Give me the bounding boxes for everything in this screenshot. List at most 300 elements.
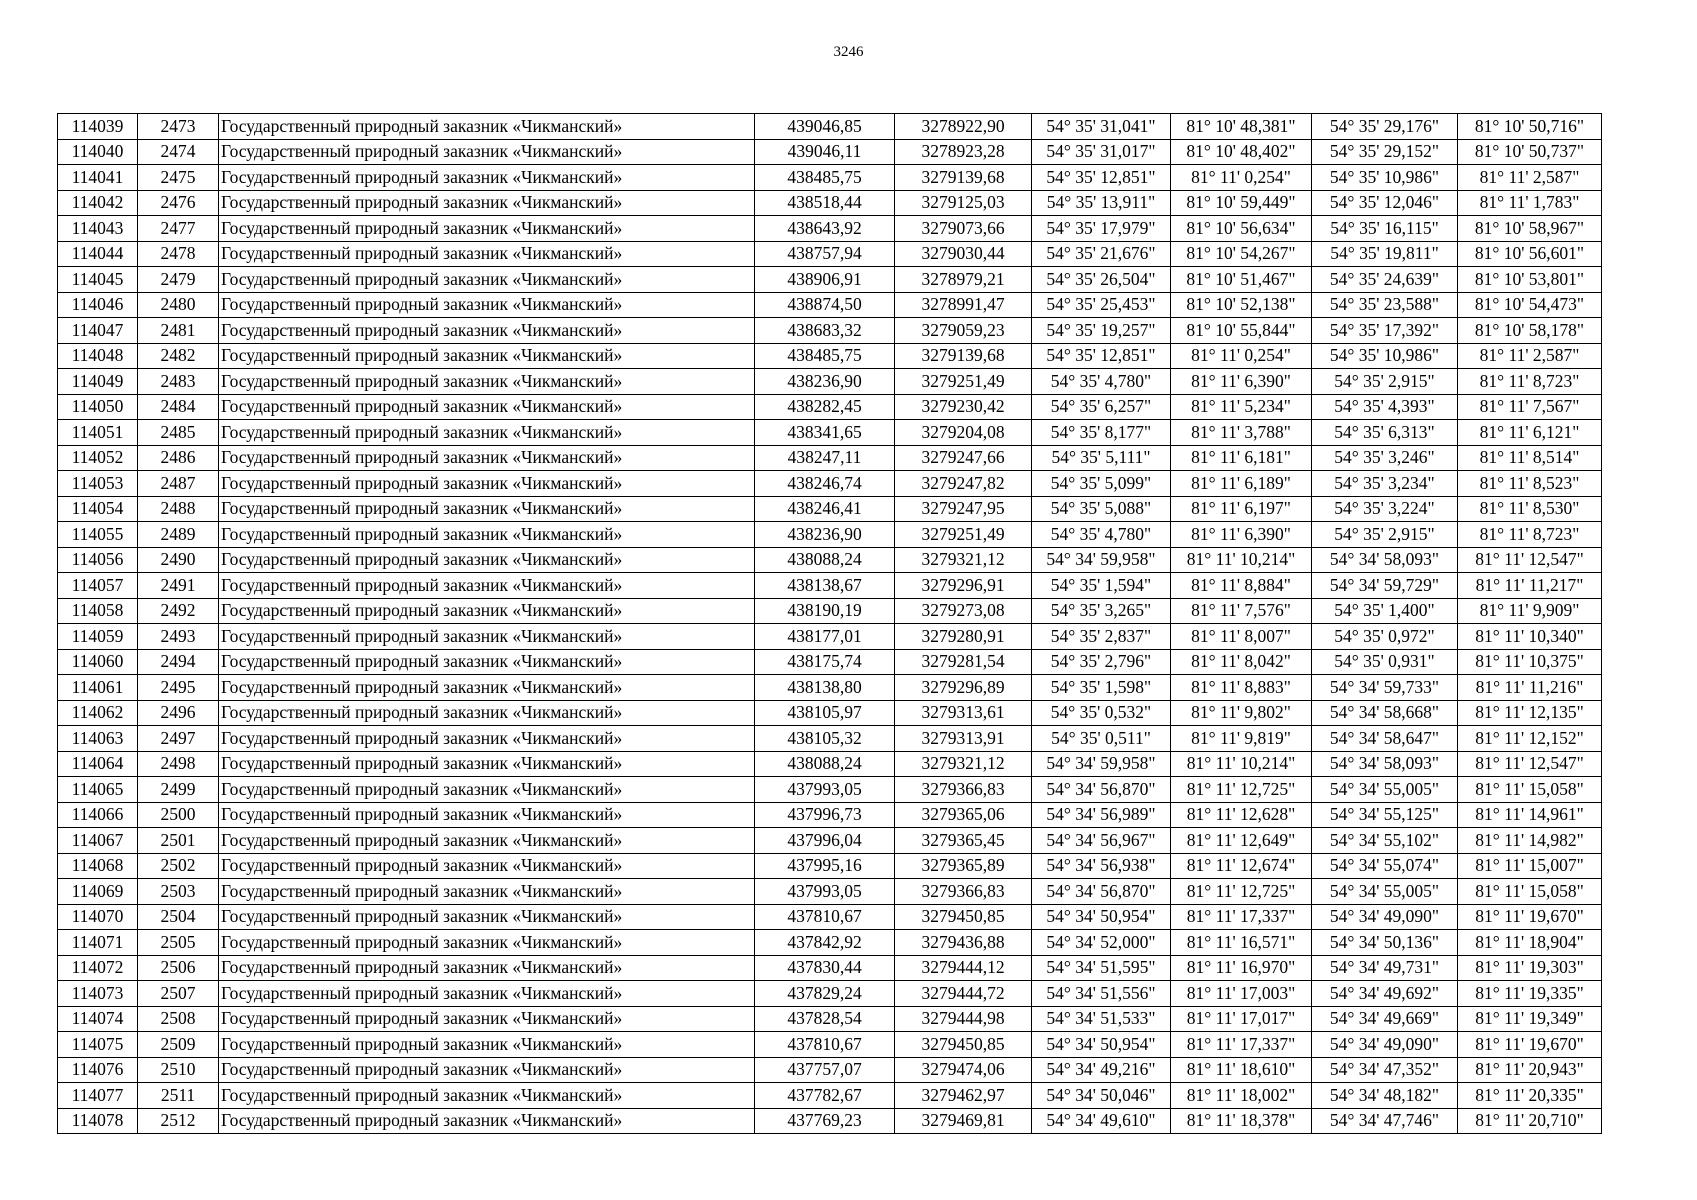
longitude-2-cell: 81° 11' 2,587"	[1458, 343, 1602, 369]
object-name-cell: Государственный природный заказник «Чикманский»	[219, 522, 755, 548]
latitude-2-cell: 54° 35' 29,176"	[1312, 114, 1458, 140]
table-row	[58, 751, 1602, 777]
y-coordinate-cell: 3279365,89	[895, 853, 1032, 879]
point-number-cell: 2486	[138, 445, 219, 471]
longitude-1-cell: 81° 10' 55,844"	[1171, 318, 1312, 344]
y-coordinate-cell: 3279321,12	[895, 751, 1032, 777]
longitude-1-cell: 81° 11' 18,378"	[1171, 1108, 1312, 1134]
row-id-cell: 114049	[58, 369, 138, 395]
y-coordinate-cell: 3279204,08	[895, 420, 1032, 446]
longitude-2-cell: 81° 11' 2,587"	[1458, 165, 1602, 191]
point-number-cell: 2489	[138, 522, 219, 548]
row-id-cell: 114057	[58, 573, 138, 599]
object-name-cell: Государственный природный заказник «Чикманский»	[219, 649, 755, 675]
latitude-2-cell: 54° 35' 29,152"	[1312, 139, 1458, 165]
x-coordinate-cell: 438190,19	[755, 598, 895, 624]
x-coordinate-cell: 438757,94	[755, 241, 895, 267]
x-coordinate-cell: 438282,45	[755, 394, 895, 420]
longitude-1-cell: 81° 10' 54,267"	[1171, 241, 1312, 267]
row-id-cell: 114071	[58, 930, 138, 956]
x-coordinate-cell: 438105,97	[755, 700, 895, 726]
longitude-2-cell: 81° 11' 14,982"	[1458, 828, 1602, 854]
table-row	[58, 292, 1602, 318]
latitude-1-cell: 54° 34' 56,870"	[1032, 777, 1171, 803]
point-number-cell: 2476	[138, 190, 219, 216]
object-name-cell: Государственный природный заказник «Чикманский»	[219, 114, 755, 140]
table-row	[58, 573, 1602, 599]
longitude-1-cell: 81° 11' 10,214"	[1171, 751, 1312, 777]
longitude-2-cell: 81° 11' 20,943"	[1458, 1057, 1602, 1083]
latitude-2-cell: 54° 34' 55,125"	[1312, 802, 1458, 828]
row-id-cell: 114059	[58, 624, 138, 650]
y-coordinate-cell: 3279273,08	[895, 598, 1032, 624]
point-number-cell: 2482	[138, 343, 219, 369]
y-coordinate-cell: 3279365,45	[895, 828, 1032, 854]
latitude-2-cell: 54° 35' 0,931"	[1312, 649, 1458, 675]
table-row	[58, 343, 1602, 369]
object-name-cell: Государственный природный заказник «Чикманский»	[219, 573, 755, 599]
longitude-1-cell: 81° 11' 8,007"	[1171, 624, 1312, 650]
longitude-2-cell: 81° 11' 19,670"	[1458, 1032, 1602, 1058]
row-id-cell: 114055	[58, 522, 138, 548]
object-name-cell: Государственный природный заказник «Чикманский»	[219, 828, 755, 854]
latitude-1-cell: 54° 35' 5,111"	[1032, 445, 1171, 471]
table-row	[58, 471, 1602, 497]
longitude-2-cell: 81° 11' 12,547"	[1458, 751, 1602, 777]
longitude-1-cell: 81° 11' 12,649"	[1171, 828, 1312, 854]
longitude-1-cell: 81° 11' 3,788"	[1171, 420, 1312, 446]
row-id-cell: 114076	[58, 1057, 138, 1083]
object-name-cell: Государственный природный заказник «Чикманский»	[219, 777, 755, 803]
longitude-1-cell: 81° 11' 17,017"	[1171, 1006, 1312, 1032]
object-name-cell: Государственный природный заказник «Чикманский»	[219, 190, 755, 216]
point-number-cell: 2502	[138, 853, 219, 879]
latitude-1-cell: 54° 34' 50,046"	[1032, 1083, 1171, 1109]
table-row	[58, 267, 1602, 293]
x-coordinate-cell: 438175,74	[755, 649, 895, 675]
table-row	[58, 1032, 1602, 1058]
y-coordinate-cell: 3279139,68	[895, 343, 1032, 369]
latitude-2-cell: 54° 34' 49,692"	[1312, 981, 1458, 1007]
latitude-2-cell: 54° 35' 6,313"	[1312, 420, 1458, 446]
latitude-1-cell: 54° 35' 12,851"	[1032, 343, 1171, 369]
table-row	[58, 904, 1602, 930]
x-coordinate-cell: 438088,24	[755, 547, 895, 573]
object-name-cell: Государственный природный заказник «Чикманский»	[219, 879, 755, 905]
latitude-2-cell: 54° 34' 49,090"	[1312, 1032, 1458, 1058]
y-coordinate-cell: 3279366,83	[895, 777, 1032, 803]
table-row	[58, 114, 1602, 140]
latitude-1-cell: 54° 35' 17,979"	[1032, 216, 1171, 242]
x-coordinate-cell: 438177,01	[755, 624, 895, 650]
point-number-cell: 2498	[138, 751, 219, 777]
point-number-cell: 2500	[138, 802, 219, 828]
latitude-1-cell: 54° 34' 56,870"	[1032, 879, 1171, 905]
longitude-2-cell: 81° 11' 12,135"	[1458, 700, 1602, 726]
latitude-1-cell: 54° 35' 12,851"	[1032, 165, 1171, 191]
longitude-1-cell: 81° 11' 6,181"	[1171, 445, 1312, 471]
longitude-2-cell: 81° 11' 8,523"	[1458, 471, 1602, 497]
point-number-cell: 2499	[138, 777, 219, 803]
latitude-2-cell: 54° 35' 3,246"	[1312, 445, 1458, 471]
y-coordinate-cell: 3279296,89	[895, 675, 1032, 701]
longitude-1-cell: 81° 11' 6,390"	[1171, 369, 1312, 395]
longitude-2-cell: 81° 11' 19,670"	[1458, 904, 1602, 930]
longitude-1-cell: 81° 11' 9,802"	[1171, 700, 1312, 726]
row-id-cell: 114064	[58, 751, 138, 777]
table-row	[58, 649, 1602, 675]
latitude-1-cell: 54° 34' 49,610"	[1032, 1108, 1171, 1134]
longitude-2-cell: 81° 11' 19,335"	[1458, 981, 1602, 1007]
table-row	[58, 1006, 1602, 1032]
longitude-2-cell: 81° 11' 6,121"	[1458, 420, 1602, 446]
row-id-cell: 114072	[58, 955, 138, 981]
longitude-2-cell: 81° 11' 19,349"	[1458, 1006, 1602, 1032]
table-row	[58, 853, 1602, 879]
latitude-2-cell: 54° 35' 16,115"	[1312, 216, 1458, 242]
latitude-1-cell: 54° 35' 0,511"	[1032, 726, 1171, 752]
x-coordinate-cell: 438088,24	[755, 751, 895, 777]
latitude-1-cell: 54° 35' 0,532"	[1032, 700, 1171, 726]
longitude-2-cell: 81° 11' 11,216"	[1458, 675, 1602, 701]
latitude-2-cell: 54° 34' 55,102"	[1312, 828, 1458, 854]
latitude-1-cell: 54° 34' 50,954"	[1032, 1032, 1171, 1058]
x-coordinate-cell: 438906,91	[755, 267, 895, 293]
y-coordinate-cell: 3278991,47	[895, 292, 1032, 318]
table-row	[58, 216, 1602, 242]
point-number-cell: 2505	[138, 930, 219, 956]
longitude-2-cell: 81° 11' 15,058"	[1458, 777, 1602, 803]
table-row	[58, 624, 1602, 650]
y-coordinate-cell: 3279313,61	[895, 700, 1032, 726]
latitude-1-cell: 54° 34' 56,967"	[1032, 828, 1171, 854]
point-number-cell: 2485	[138, 420, 219, 446]
table-row	[58, 445, 1602, 471]
y-coordinate-cell: 3278923,28	[895, 139, 1032, 165]
longitude-1-cell: 81° 10' 56,634"	[1171, 216, 1312, 242]
point-number-cell: 2473	[138, 114, 219, 140]
object-name-cell: Государственный природный заказник «Чикманский»	[219, 165, 755, 191]
y-coordinate-cell: 3279474,06	[895, 1057, 1032, 1083]
latitude-2-cell: 54° 35' 10,986"	[1312, 343, 1458, 369]
row-id-cell: 114058	[58, 598, 138, 624]
latitude-1-cell: 54° 34' 56,989"	[1032, 802, 1171, 828]
longitude-1-cell: 81° 10' 48,402"	[1171, 139, 1312, 165]
point-number-cell: 2479	[138, 267, 219, 293]
latitude-1-cell: 54° 35' 2,796"	[1032, 649, 1171, 675]
table-row	[58, 547, 1602, 573]
x-coordinate-cell: 437996,73	[755, 802, 895, 828]
latitude-1-cell: 54° 34' 56,938"	[1032, 853, 1171, 879]
point-number-cell: 2475	[138, 165, 219, 191]
x-coordinate-cell: 437996,04	[755, 828, 895, 854]
longitude-2-cell: 81° 10' 58,178"	[1458, 318, 1602, 344]
longitude-2-cell: 81° 10' 56,601"	[1458, 241, 1602, 267]
longitude-1-cell: 81° 11' 0,254"	[1171, 165, 1312, 191]
object-name-cell: Государственный природный заказник «Чикманский»	[219, 904, 755, 930]
object-name-cell: Государственный природный заказник «Чикманский»	[219, 1083, 755, 1109]
y-coordinate-cell: 3279247,66	[895, 445, 1032, 471]
x-coordinate-cell: 437829,24	[755, 981, 895, 1007]
object-name-cell: Государственный природный заказник «Чикманский»	[219, 318, 755, 344]
latitude-1-cell: 54° 35' 1,594"	[1032, 573, 1171, 599]
object-name-cell: Государственный природный заказник «Чикманский»	[219, 853, 755, 879]
object-name-cell: Государственный природный заказник «Чикманский»	[219, 1108, 755, 1134]
object-name-cell: Государственный природный заказник «Чикманский»	[219, 471, 755, 497]
latitude-1-cell: 54° 35' 2,837"	[1032, 624, 1171, 650]
row-id-cell: 114070	[58, 904, 138, 930]
object-name-cell: Государственный природный заказник «Чикманский»	[219, 216, 755, 242]
table-row	[58, 777, 1602, 803]
x-coordinate-cell: 438485,75	[755, 343, 895, 369]
row-id-cell: 114044	[58, 241, 138, 267]
row-id-cell: 114043	[58, 216, 138, 242]
x-coordinate-cell: 437995,16	[755, 853, 895, 879]
object-name-cell: Государственный природный заказник «Чикманский»	[219, 700, 755, 726]
object-name-cell: Государственный природный заказник «Чикманский»	[219, 675, 755, 701]
y-coordinate-cell: 3279139,68	[895, 165, 1032, 191]
latitude-1-cell: 54° 34' 52,000"	[1032, 930, 1171, 956]
row-id-cell: 114047	[58, 318, 138, 344]
table-row	[58, 241, 1602, 267]
y-coordinate-cell: 3279366,83	[895, 879, 1032, 905]
object-name-cell: Государственный природный заказник «Чикманский»	[219, 394, 755, 420]
row-id-cell: 114069	[58, 879, 138, 905]
table-row	[58, 496, 1602, 522]
row-id-cell: 114068	[58, 853, 138, 879]
y-coordinate-cell: 3279444,72	[895, 981, 1032, 1007]
longitude-2-cell: 81° 11' 12,152"	[1458, 726, 1602, 752]
point-number-cell: 2497	[138, 726, 219, 752]
point-number-cell: 2507	[138, 981, 219, 1007]
x-coordinate-cell: 437769,23	[755, 1108, 895, 1134]
point-number-cell: 2484	[138, 394, 219, 420]
x-coordinate-cell: 438643,92	[755, 216, 895, 242]
row-id-cell: 114067	[58, 828, 138, 854]
latitude-2-cell: 54° 35' 2,915"	[1312, 369, 1458, 395]
point-number-cell: 2492	[138, 598, 219, 624]
object-name-cell: Государственный природный заказник «Чикманский»	[219, 547, 755, 573]
x-coordinate-cell: 438518,44	[755, 190, 895, 216]
point-number-cell: 2509	[138, 1032, 219, 1058]
latitude-1-cell: 54° 35' 26,504"	[1032, 267, 1171, 293]
longitude-1-cell: 81° 10' 51,467"	[1171, 267, 1312, 293]
latitude-2-cell: 54° 34' 48,182"	[1312, 1083, 1458, 1109]
x-coordinate-cell: 437782,67	[755, 1083, 895, 1109]
y-coordinate-cell: 3279436,88	[895, 930, 1032, 956]
row-id-cell: 114075	[58, 1032, 138, 1058]
longitude-2-cell: 81° 11' 20,710"	[1458, 1108, 1602, 1134]
latitude-2-cell: 54° 34' 47,746"	[1312, 1108, 1458, 1134]
table-row	[58, 700, 1602, 726]
object-name-cell: Государственный природный заказник «Чикманский»	[219, 369, 755, 395]
point-number-cell: 2493	[138, 624, 219, 650]
point-number-cell: 2490	[138, 547, 219, 573]
longitude-1-cell: 81° 11' 10,214"	[1171, 547, 1312, 573]
latitude-2-cell: 54° 34' 59,729"	[1312, 573, 1458, 599]
y-coordinate-cell: 3279251,49	[895, 369, 1032, 395]
point-number-cell: 2511	[138, 1083, 219, 1109]
point-number-cell: 2496	[138, 700, 219, 726]
object-name-cell: Государственный природный заказник «Чикманский»	[219, 751, 755, 777]
row-id-cell: 114065	[58, 777, 138, 803]
object-name-cell: Государственный природный заказник «Чикманский»	[219, 981, 755, 1007]
latitude-1-cell: 54° 35' 8,177"	[1032, 420, 1171, 446]
x-coordinate-cell: 437993,05	[755, 777, 895, 803]
longitude-2-cell: 81° 11' 8,723"	[1458, 522, 1602, 548]
point-number-cell: 2494	[138, 649, 219, 675]
table-row	[58, 802, 1602, 828]
x-coordinate-cell: 438236,90	[755, 522, 895, 548]
latitude-1-cell: 54° 35' 4,780"	[1032, 522, 1171, 548]
row-id-cell: 114077	[58, 1083, 138, 1109]
latitude-2-cell: 54° 34' 58,668"	[1312, 700, 1458, 726]
y-coordinate-cell: 3279296,91	[895, 573, 1032, 599]
latitude-1-cell: 54° 35' 5,088"	[1032, 496, 1171, 522]
y-coordinate-cell: 3279469,81	[895, 1108, 1032, 1134]
latitude-2-cell: 54° 34' 50,136"	[1312, 930, 1458, 956]
point-number-cell: 2503	[138, 879, 219, 905]
latitude-2-cell: 54° 35' 3,224"	[1312, 496, 1458, 522]
point-number-cell: 2477	[138, 216, 219, 242]
y-coordinate-cell: 3279030,44	[895, 241, 1032, 267]
row-id-cell: 114073	[58, 981, 138, 1007]
longitude-2-cell: 81° 11' 14,961"	[1458, 802, 1602, 828]
longitude-1-cell: 81° 11' 16,970"	[1171, 955, 1312, 981]
latitude-2-cell: 54° 35' 2,915"	[1312, 522, 1458, 548]
table-row	[58, 394, 1602, 420]
row-id-cell: 114054	[58, 496, 138, 522]
latitude-2-cell: 54° 35' 19,811"	[1312, 241, 1458, 267]
longitude-1-cell: 81° 10' 59,449"	[1171, 190, 1312, 216]
latitude-2-cell: 54° 34' 47,352"	[1312, 1057, 1458, 1083]
latitude-1-cell: 54° 35' 5,099"	[1032, 471, 1171, 497]
object-name-cell: Государственный природный заказник «Чикманский»	[219, 624, 755, 650]
object-name-cell: Государственный природный заказник «Чикманский»	[219, 1057, 755, 1083]
table-row	[58, 139, 1602, 165]
table-row	[58, 369, 1602, 395]
y-coordinate-cell: 3279059,23	[895, 318, 1032, 344]
table-row	[58, 879, 1602, 905]
x-coordinate-cell: 438246,74	[755, 471, 895, 497]
latitude-2-cell: 54° 35' 1,400"	[1312, 598, 1458, 624]
y-coordinate-cell: 3279125,03	[895, 190, 1032, 216]
latitude-1-cell: 54° 35' 19,257"	[1032, 318, 1171, 344]
latitude-2-cell: 54° 34' 55,005"	[1312, 879, 1458, 905]
y-coordinate-cell: 3279450,85	[895, 1032, 1032, 1058]
point-number-cell: 2483	[138, 369, 219, 395]
longitude-1-cell: 81° 11' 16,571"	[1171, 930, 1312, 956]
latitude-1-cell: 54° 34' 59,958"	[1032, 751, 1171, 777]
y-coordinate-cell: 3279230,42	[895, 394, 1032, 420]
y-coordinate-cell: 3279444,12	[895, 955, 1032, 981]
longitude-2-cell: 81° 11' 9,909"	[1458, 598, 1602, 624]
latitude-1-cell: 54° 35' 21,676"	[1032, 241, 1171, 267]
point-number-cell: 2508	[138, 1006, 219, 1032]
longitude-1-cell: 81° 11' 17,337"	[1171, 904, 1312, 930]
latitude-2-cell: 54° 34' 49,090"	[1312, 904, 1458, 930]
y-coordinate-cell: 3278979,21	[895, 267, 1032, 293]
latitude-2-cell: 54° 35' 4,393"	[1312, 394, 1458, 420]
longitude-1-cell: 81° 11' 8,884"	[1171, 573, 1312, 599]
latitude-2-cell: 54° 34' 58,093"	[1312, 751, 1458, 777]
point-number-cell: 2474	[138, 139, 219, 165]
row-id-cell: 114040	[58, 139, 138, 165]
y-coordinate-cell: 3279450,85	[895, 904, 1032, 930]
point-number-cell: 2481	[138, 318, 219, 344]
point-number-cell: 2487	[138, 471, 219, 497]
row-id-cell: 114050	[58, 394, 138, 420]
longitude-2-cell: 81° 11' 8,530"	[1458, 496, 1602, 522]
latitude-2-cell: 54° 35' 3,234"	[1312, 471, 1458, 497]
object-name-cell: Государственный природный заказник «Чикманский»	[219, 139, 755, 165]
latitude-1-cell: 54° 34' 50,954"	[1032, 904, 1171, 930]
latitude-2-cell: 54° 34' 55,005"	[1312, 777, 1458, 803]
point-number-cell: 2512	[138, 1108, 219, 1134]
x-coordinate-cell: 439046,11	[755, 139, 895, 165]
row-id-cell: 114042	[58, 190, 138, 216]
latitude-2-cell: 54° 34' 58,647"	[1312, 726, 1458, 752]
x-coordinate-cell: 437810,67	[755, 904, 895, 930]
y-coordinate-cell: 3279247,82	[895, 471, 1032, 497]
longitude-2-cell: 81° 11' 8,723"	[1458, 369, 1602, 395]
x-coordinate-cell: 438105,32	[755, 726, 895, 752]
longitude-1-cell: 81° 11' 12,674"	[1171, 853, 1312, 879]
table-row	[58, 675, 1602, 701]
x-coordinate-cell: 437757,07	[755, 1057, 895, 1083]
row-id-cell: 114060	[58, 649, 138, 675]
longitude-1-cell: 81° 10' 52,138"	[1171, 292, 1312, 318]
x-coordinate-cell: 437842,92	[755, 930, 895, 956]
x-coordinate-cell: 438485,75	[755, 165, 895, 191]
latitude-2-cell: 54° 35' 0,972"	[1312, 624, 1458, 650]
longitude-1-cell: 81° 10' 48,381"	[1171, 114, 1312, 140]
longitude-2-cell: 81° 11' 15,007"	[1458, 853, 1602, 879]
longitude-1-cell: 81° 11' 12,628"	[1171, 802, 1312, 828]
y-coordinate-cell: 3279313,91	[895, 726, 1032, 752]
table-row	[58, 981, 1602, 1007]
row-id-cell: 114056	[58, 547, 138, 573]
latitude-2-cell: 54° 35' 24,639"	[1312, 267, 1458, 293]
point-number-cell: 2488	[138, 496, 219, 522]
object-name-cell: Государственный природный заказник «Чикманский»	[219, 292, 755, 318]
latitude-1-cell: 54° 35' 6,257"	[1032, 394, 1171, 420]
x-coordinate-cell: 439046,85	[755, 114, 895, 140]
table-row	[58, 828, 1602, 854]
longitude-2-cell: 81° 10' 50,716"	[1458, 114, 1602, 140]
object-name-cell: Государственный природный заказник «Чикманский»	[219, 343, 755, 369]
y-coordinate-cell: 3279280,91	[895, 624, 1032, 650]
longitude-1-cell: 81° 11' 18,002"	[1171, 1083, 1312, 1109]
point-number-cell: 2506	[138, 955, 219, 981]
table-row	[58, 955, 1602, 981]
object-name-cell: Государственный природный заказник «Чикманский»	[219, 598, 755, 624]
row-id-cell: 114066	[58, 802, 138, 828]
object-name-cell: Государственный природный заказник «Чикманский»	[219, 802, 755, 828]
latitude-2-cell: 54° 35' 17,392"	[1312, 318, 1458, 344]
row-id-cell: 114078	[58, 1108, 138, 1134]
latitude-2-cell: 54° 35' 10,986"	[1312, 165, 1458, 191]
row-id-cell: 114041	[58, 165, 138, 191]
latitude-1-cell: 54° 35' 4,780"	[1032, 369, 1171, 395]
latitude-1-cell: 54° 34' 51,595"	[1032, 955, 1171, 981]
longitude-2-cell: 81° 11' 20,335"	[1458, 1083, 1602, 1109]
object-name-cell: Государственный природный заказник «Чикманский»	[219, 241, 755, 267]
longitude-2-cell: 81° 11' 10,375"	[1458, 649, 1602, 675]
page-number: 3246	[833, 44, 864, 60]
latitude-1-cell: 54° 35' 3,265"	[1032, 598, 1171, 624]
x-coordinate-cell: 437993,05	[755, 879, 895, 905]
